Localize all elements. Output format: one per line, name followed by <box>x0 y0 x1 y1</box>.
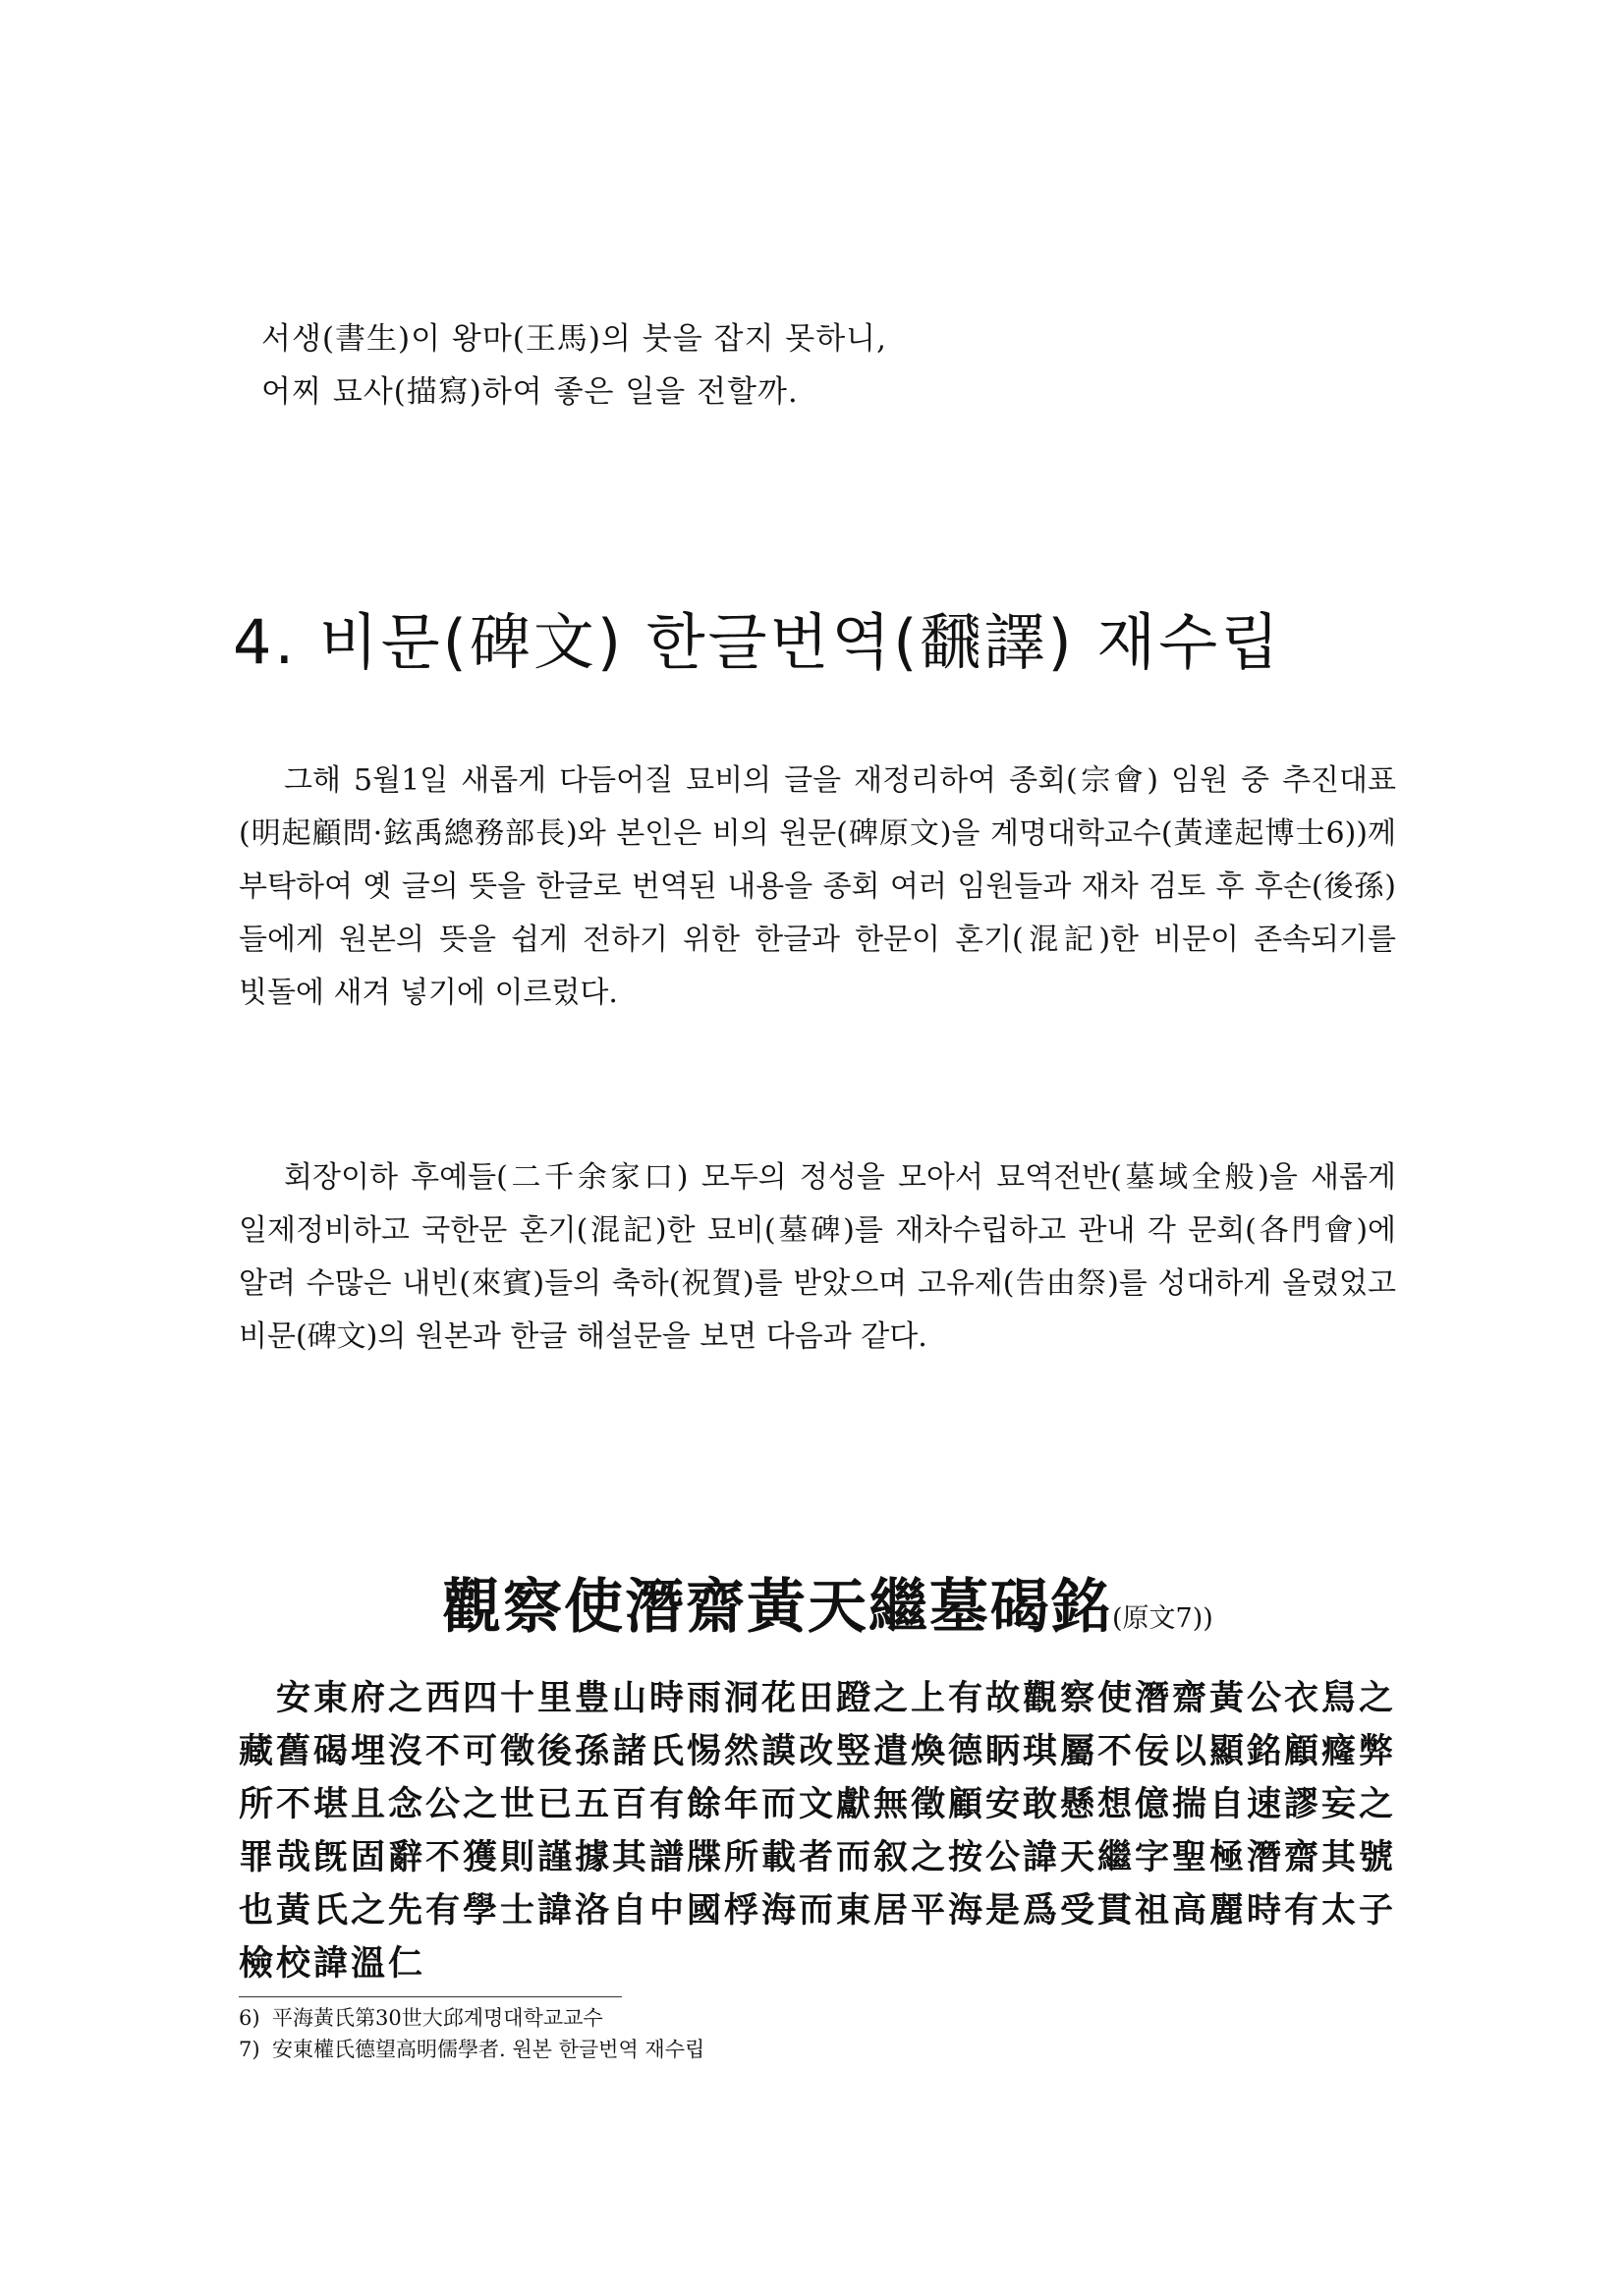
poem-line: 서생(書生)이 왕마(王馬)의 붓을 잡지 못하니, <box>261 321 887 357</box>
inscription-title-note: (原文7)) <box>1112 1603 1213 1634</box>
footnote-number: 6) <box>239 2006 260 2030</box>
footnote-number: 7) <box>239 2038 260 2061</box>
footnote-text: 安東權氏德望高明儒學者. 원본 한글번역 재수립 <box>272 2038 705 2061</box>
footnote <box>239 2034 1396 2065</box>
footnote-divider <box>239 1996 622 1997</box>
section-heading: 4. 비문(碑文) 한글번역(飜譯) 재수립 <box>233 606 1283 678</box>
footnote-text: 平海黃氏第30世大邱계명대학교교수 <box>272 2006 603 2030</box>
inscription-title <box>442 1560 1213 1645</box>
inscription-title-text: 觀察使潛齋黃天繼墓碣銘 <box>442 1573 1112 1642</box>
body-paragraph: 그해 5월1일 새롭게 다듬어질 묘비의 글을 재정리하여 종회(宗會) 임원 중 추진대표(明起顧問·鉉禹總務部長)와 본인은 비의 원문(碑原文)을 계명대학교수(黃達起博士6))께 부탁하여 옛 글의 뜻을 한글로 번역된 내용을 종회 여러 임원들과 재차 검토 후 후손(後孫)들에게 원본의 뜻을 쉽게 전하기 위한 한글과 한문이 혼기(混記)한 비문이 존속되기를 빗돌에 새겨 넣기에 이르렀다. <box>239 763 1396 1010</box>
inscription-text: 安東府之西四十里豊山時雨洞花田蹬之上有故觀察使潛齋黃公衣舃之藏舊碣埋沒不可徵後孫諸氏惕然謨改竪遣煥德眪琪屬不佞以顯銘顧癃弊所不堪且念公之世已五百有餘年而文獻無徵顧安敢懸想億揣自速謬妄之罪哉旣固辭不獲則謹據其譜牒所載者而叙之按公諱天繼字聖極潛齋其號也黃氏之先有學士諱洛自中國桴海而東居平海是爲受貫祖高麗時有太子檢校諱溫仁 <box>239 1678 1397 1984</box>
body-paragraph: 회장이하 후예들(二千余家口) 모두의 정성을 모아서 묘역전반(墓域全般)을 새롭게 일제정비하고 국한문 혼기(混記)한 묘비(墓碑)를 재차수립하고 관내 각 문회(各門會)에 알려 수많은 내빈(來賓)들의 축하(祝賀)를 받았으며 고유제(告由祭)를 성대하게 올렸었고 비문(碑文)의 원본과 한글 해설문을 보면 다음과 같다. <box>239 1160 1396 1354</box>
poem-stanza <box>261 312 1440 419</box>
footnotes <box>239 2002 1396 2065</box>
footnote <box>239 2002 1396 2034</box>
poem-line: 어찌 묘사(描寫)하여 좋은 일을 전할까. <box>261 374 799 410</box>
